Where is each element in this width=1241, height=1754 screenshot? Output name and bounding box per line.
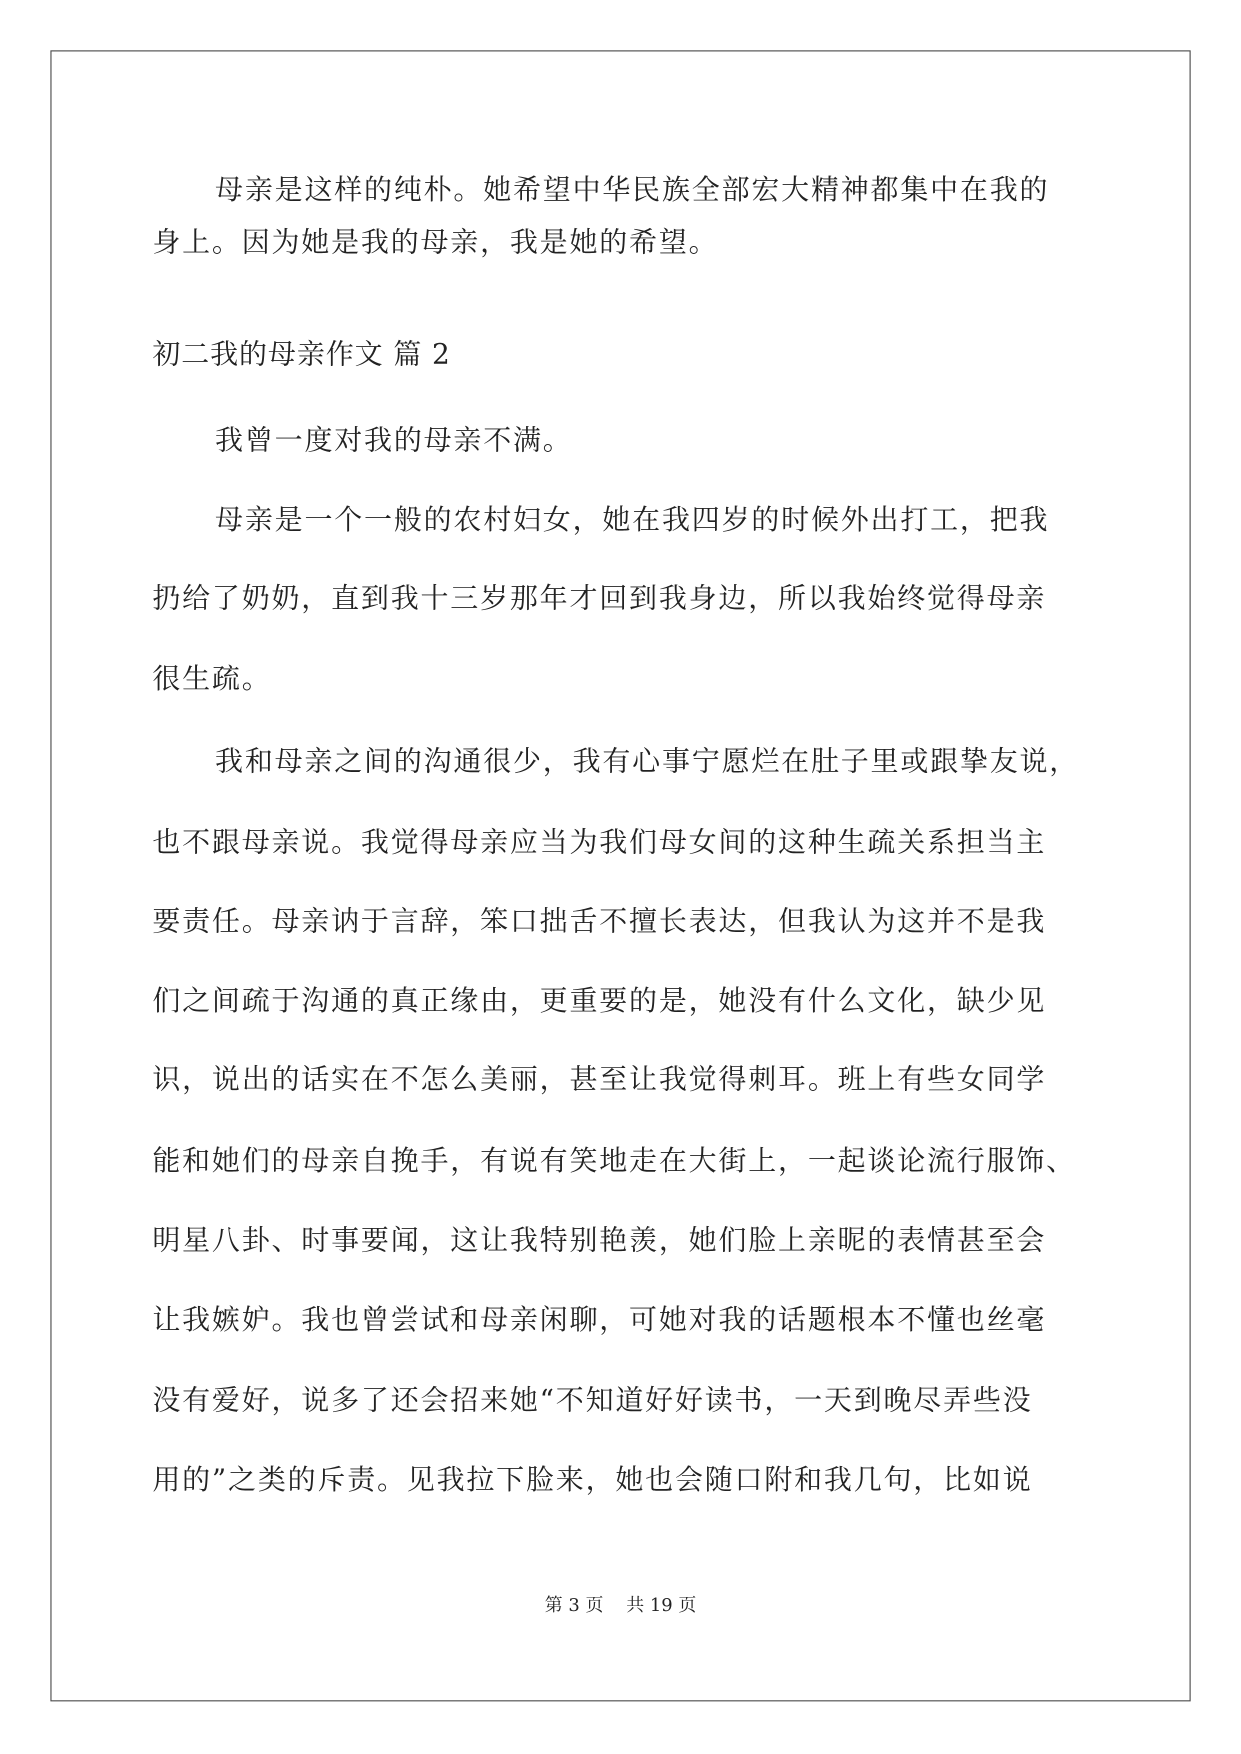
- paragraph-4-line-6: 能和她们的母亲自挽手，有说有笑地走在大街上，一起谈论流行服饰、: [152, 1144, 1076, 1177]
- paragraph-3-line-2: 扔给了奶奶，直到我十三岁那年才回到我身边，所以我始终觉得母亲: [152, 581, 1047, 615]
- paragraph-1-line-2: 身上。因为她是我的母亲，我是她的希望。: [152, 225, 719, 259]
- paragraph-3-line-1: 母亲是一个一般的农村妇女，她在我四岁的时候外出打工，把我: [215, 503, 1050, 536]
- page-border: [50, 50, 1190, 1701]
- page-footer: [0, 1593, 1241, 1618]
- paragraph-1-line-1: 母亲是这样的纯朴。她希望中华民族全部宏大精神都集中在我的: [215, 173, 1050, 206]
- paragraph-4-line-1: 我和母亲之间的沟通很少，我有心事宁愿烂在肚子里或跟挚友说，: [215, 744, 1080, 778]
- paragraph-3-line-3: 很生疏。: [152, 662, 272, 695]
- paragraph-4-line-10: 用的”之类的斥责。见我拉下脸来，她也会随口附和我几句，比如说: [152, 1463, 1033, 1496]
- paragraph-4-line-9: 没有爱好，说多了还会招来她“不知道好好读书，一天到晚尽弄些没: [152, 1383, 1033, 1417]
- paragraph-2-line-1: 我曾一度对我的母亲不满。: [215, 423, 573, 457]
- paragraph-4-line-3: 要责任。母亲讷于言辞，笨口拙舌不擅长表达，但我认为这并不是我: [152, 904, 1047, 938]
- paragraph-4-line-7: 明星八卦、时事要闻，这让我特别艳羡，她们脸上亲昵的表情甚至会: [152, 1223, 1047, 1257]
- page-number-label: 第 3 页 共 19 页: [544, 1594, 697, 1616]
- section-heading: 初二我的母亲作文 篇 2: [152, 337, 451, 371]
- paragraph-4-line-4: 们之间疏于沟通的真正缘由，更重要的是，她没有什么文化，缺少见: [152, 984, 1047, 1017]
- paragraph-4-line-2: 也不跟母亲说。我觉得母亲应当为我们母女间的这种生疏关系担当主: [152, 825, 1047, 858]
- paragraph-4-line-8: 让我嫉妒。我也曾尝试和母亲闲聊，可她对我的话题根本不懂也丝毫: [152, 1303, 1047, 1336]
- paragraph-4-line-5: 识，说出的话实在不怎么美丽，甚至让我觉得刺耳。班上有些女同学: [152, 1062, 1047, 1096]
